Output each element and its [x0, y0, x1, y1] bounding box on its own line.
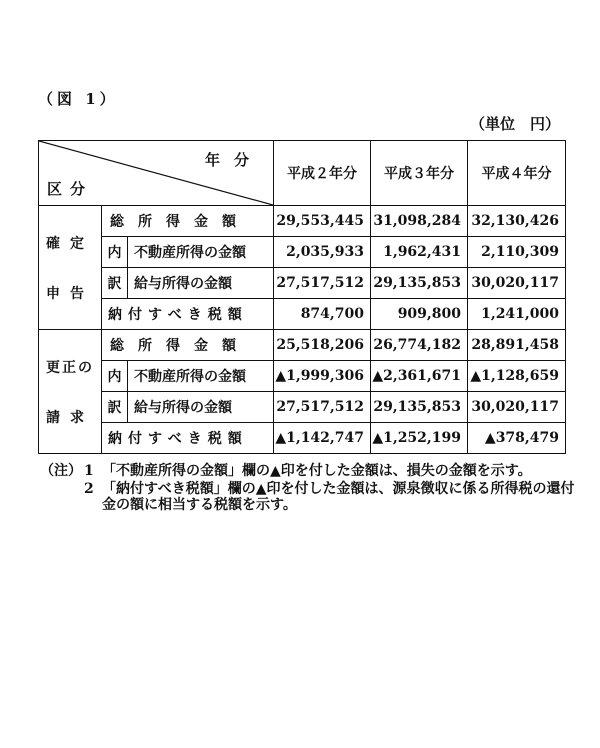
- value-cell: 30,020,117: [468, 268, 566, 299]
- value-cell: ▲1,128,659: [468, 361, 566, 392]
- value-cell: ▲1,252,199: [371, 423, 468, 454]
- value-cell: 31,098,284: [371, 206, 468, 237]
- value-cell: ▲1,999,306: [274, 361, 371, 392]
- value-cell: 27,517,512: [274, 392, 371, 423]
- breakdown-label: 訳: [102, 268, 128, 299]
- footnote-item: [40, 463, 575, 479]
- note-text: 「納付すべき税額」欄の▲印を付した金額は、源泉徴収に係る所得税の還付金の額に相当する税額を示す。: [102, 481, 575, 513]
- note-mark: （注）: [40, 463, 82, 479]
- value-cell: ▲2,361,671: [371, 361, 468, 392]
- footnotes: [40, 463, 575, 515]
- value-cell: 1,962,431: [371, 237, 468, 268]
- value-cell: 25,518,206: [274, 330, 371, 361]
- value-cell: 29,135,853: [371, 392, 468, 423]
- table-row: [39, 206, 566, 237]
- table-row: [39, 392, 566, 423]
- row-label: 給与所得の金額: [128, 392, 274, 423]
- row-label: 納付すべき税額: [102, 423, 274, 454]
- row-label: 不動産所得の金額: [128, 237, 274, 268]
- category-axis-label: 区分: [47, 180, 94, 198]
- group-label-correction-request: 更正の 請求: [39, 330, 102, 454]
- year-header: 平成２年分: [274, 141, 371, 206]
- value-cell: 1,241,000: [468, 299, 566, 330]
- row-label: 給与所得の金額: [128, 268, 274, 299]
- value-cell: 29,135,853: [371, 268, 468, 299]
- value-cell: 26,774,182: [371, 330, 468, 361]
- value-cell: 27,517,512: [274, 268, 371, 299]
- diagonal-header-cell: [39, 141, 274, 206]
- footnote-item: [40, 481, 575, 513]
- breakdown-label: 訳: [102, 392, 128, 423]
- table-row: [39, 299, 566, 330]
- income-table: [38, 140, 566, 454]
- row-label: 総所得金額: [102, 206, 274, 237]
- year-header: 平成３年分: [371, 141, 468, 206]
- value-cell: 32,130,426: [468, 206, 566, 237]
- row-label: 不動産所得の金額: [128, 361, 274, 392]
- group-label-final-return: 確定 申告: [39, 206, 102, 330]
- note-text: 「不動産所得の金額」欄の▲印を付した金額は、損失の金額を示す。: [102, 463, 532, 479]
- table-row: [39, 423, 566, 454]
- breakdown-label: 内: [102, 237, 128, 268]
- row-label: 総所得金額: [102, 330, 274, 361]
- value-cell: 28,891,458: [468, 330, 566, 361]
- table-row: [39, 361, 566, 392]
- year-header: 平成４年分: [468, 141, 566, 206]
- table-row: [39, 330, 566, 361]
- figure-label: （図 1）: [38, 90, 119, 108]
- value-cell: 2,035,933: [274, 237, 371, 268]
- unit-label: （単位 円）: [469, 115, 560, 133]
- value-cell: 874,700: [274, 299, 371, 330]
- value-cell: ▲1,142,747: [274, 423, 371, 454]
- value-cell: 29,553,445: [274, 206, 371, 237]
- breakdown-label: 内: [102, 361, 128, 392]
- row-label: 納付すべき税額: [102, 299, 274, 330]
- table-row: [39, 268, 566, 299]
- value-cell: 30,020,117: [468, 392, 566, 423]
- year-axis-label: 年分: [205, 151, 264, 169]
- value-cell: 909,800: [371, 299, 468, 330]
- value-cell: ▲378,479: [468, 423, 566, 454]
- note-number: 2: [84, 481, 94, 497]
- value-cell: 2,110,309: [468, 237, 566, 268]
- table-row: [39, 237, 566, 268]
- note-number: 1: [84, 463, 94, 479]
- header-row: [39, 141, 566, 206]
